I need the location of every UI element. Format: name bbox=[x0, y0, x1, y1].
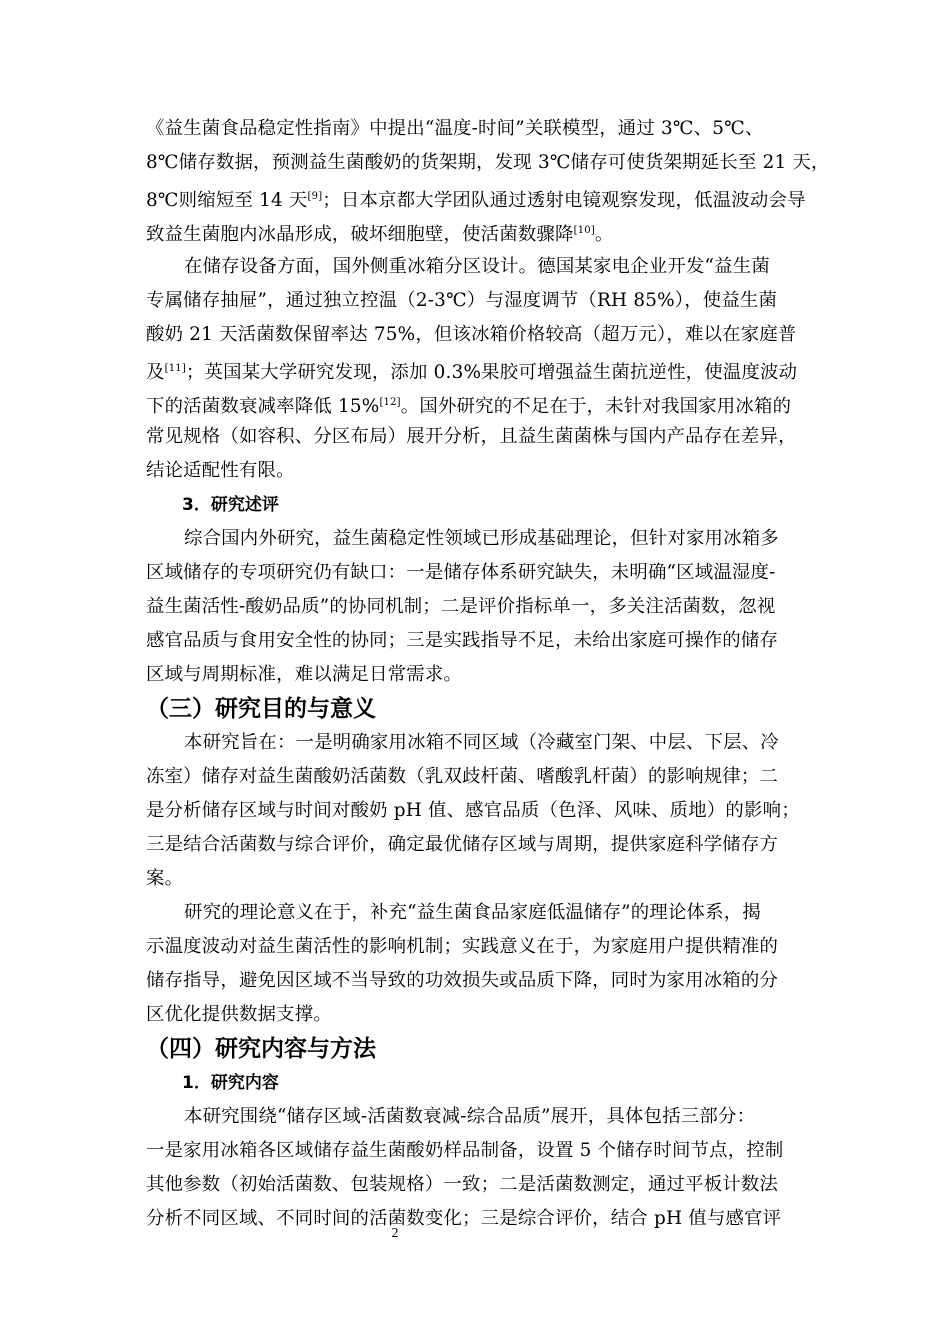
text-segment: ；英国某大学研究发现，添加 0.3%果胶可增强益生菌抗逆性，使温度波动 bbox=[185, 362, 798, 383]
text-line: 一是家用冰箱各区域储存益生菌酸奶样品制备，设置 5 个储存时间节点，控制 bbox=[146, 1140, 784, 1161]
text-line: 本研究围绕“储存区域-活菌数衰减-综合品质”展开，具体包括三部分： bbox=[184, 1106, 756, 1127]
text-line: 酸奶 21 天活菌数保留率达 75%，但该冰箱价格较高（超万元），难以在家庭普 bbox=[146, 324, 797, 345]
text-line: 综合国内外研究，益生菌稳定性领域已形成基础理论，但针对家用冰箱多 bbox=[184, 528, 779, 549]
text-line bbox=[146, 352, 797, 390]
citation-ref: [12] bbox=[379, 397, 401, 408]
text-line: 本研究旨在：一是明确家用冰箱不同区域（冷藏室门架、中层、下层、冷 bbox=[184, 732, 779, 753]
text-line: 结论适配性有限。 bbox=[146, 460, 295, 481]
citation-ref: [11] bbox=[164, 363, 186, 374]
citation-ref: [10] bbox=[573, 225, 595, 236]
page-number: 2 bbox=[391, 1226, 399, 1241]
text-segment: 。 bbox=[594, 224, 614, 245]
text-line: 储存指导，避免因区域不当导致的功效损失或品质下降，同时为家用冰箱的分 bbox=[146, 970, 779, 991]
text-line: 三是结合活菌数与综合评价，确定最优储存区域与周期，提供家庭科学储存方 bbox=[146, 834, 779, 855]
text-line: 感官品质与食用安全性的协同；三是实践指导不足，未给出家庭可操作的储存 bbox=[146, 630, 779, 651]
chapter-heading: （四）研究内容与方法 bbox=[146, 1036, 376, 1062]
text-line: 在储存设备方面，国外侧重冰箱分区设计。德国某家电企业开发“益生菌 bbox=[184, 256, 770, 277]
text-segment: 。国外研究的不足在于，未针对我国家用冰箱的 bbox=[400, 396, 792, 417]
citation-ref: [9] bbox=[307, 191, 323, 202]
text-segment: 下的活菌数衰减率降低 15% bbox=[146, 396, 380, 417]
text-line: 8℃储存数据，预测益生菌酸奶的货架期，发现 3℃储存可使货架期延长至 21 天， bbox=[146, 152, 830, 173]
text-line: 研究的理论意义在于，补充“益生菌食品家庭低温储存”的理论体系，揭 bbox=[184, 902, 761, 923]
text-line bbox=[146, 180, 806, 218]
text-line: 益生菌活性-酸奶品质”的协同机制；二是评价指标单一，多关注活菌数，忽视 bbox=[146, 596, 776, 617]
text-line: 是分析储存区域与时间对酸奶 pH 值、感官品质（色泽、风味、质地）的影响； bbox=[146, 800, 800, 821]
text-segment: ；日本京都大学团队通过透射电镜观察发现，低温波动会导 bbox=[322, 190, 806, 211]
text-line: 区域储存的专项研究仍有缺口：一是储存体系研究缺失，未明确“区域温湿度- bbox=[146, 562, 776, 583]
text-segment: 及 bbox=[146, 362, 165, 383]
text-line: 分析不同区域、不同时间的活菌数变化；三是综合评价，结合 pH 值与感官评 bbox=[146, 1208, 782, 1229]
section-heading: 1．研究内容 bbox=[182, 1073, 279, 1093]
section-heading: 3．研究述评 bbox=[182, 495, 279, 515]
text-line: 案。 bbox=[146, 868, 184, 889]
text-line bbox=[146, 214, 614, 252]
text-line bbox=[146, 386, 791, 424]
text-line: 常见规格（如容积、分区布局）展开分析，且益生菌菌株与国内产品存在差异， bbox=[146, 426, 797, 447]
text-segment: 致益生菌胞内冰晶形成，破坏细胞壁，使活菌数骤降 bbox=[146, 224, 574, 245]
text-line: 区优化提供数据支撑。 bbox=[146, 1004, 332, 1025]
text-line: 冻室）储存对益生菌酸奶活菌数（乳双歧杆菌、嗜酸乳杆菌）的影响规律；二 bbox=[146, 766, 779, 787]
text-segment: 8℃则缩短至 14 天 bbox=[146, 190, 308, 211]
text-line: 专属储存抽屉”，通过独立控温（2-3℃）与湿度调节（RH 85%），使益生菌 bbox=[146, 290, 778, 311]
text-line: 区域与周期标准，难以满足日常需求。 bbox=[146, 664, 463, 685]
text-line: 其他参数（初始活菌数、包装规格）一致；二是活菌数测定，通过平板计数法 bbox=[146, 1174, 779, 1195]
text-line: 示温度波动对益生菌活性的影响机制；实践意义在于，为家庭用户提供精准的 bbox=[146, 936, 779, 957]
chapter-heading: （三）研究目的与意义 bbox=[146, 696, 376, 722]
text-line: 《益生菌食品稳定性指南》中提出“温度-时间”关联模型，通过 3℃、5℃、 bbox=[146, 118, 764, 139]
